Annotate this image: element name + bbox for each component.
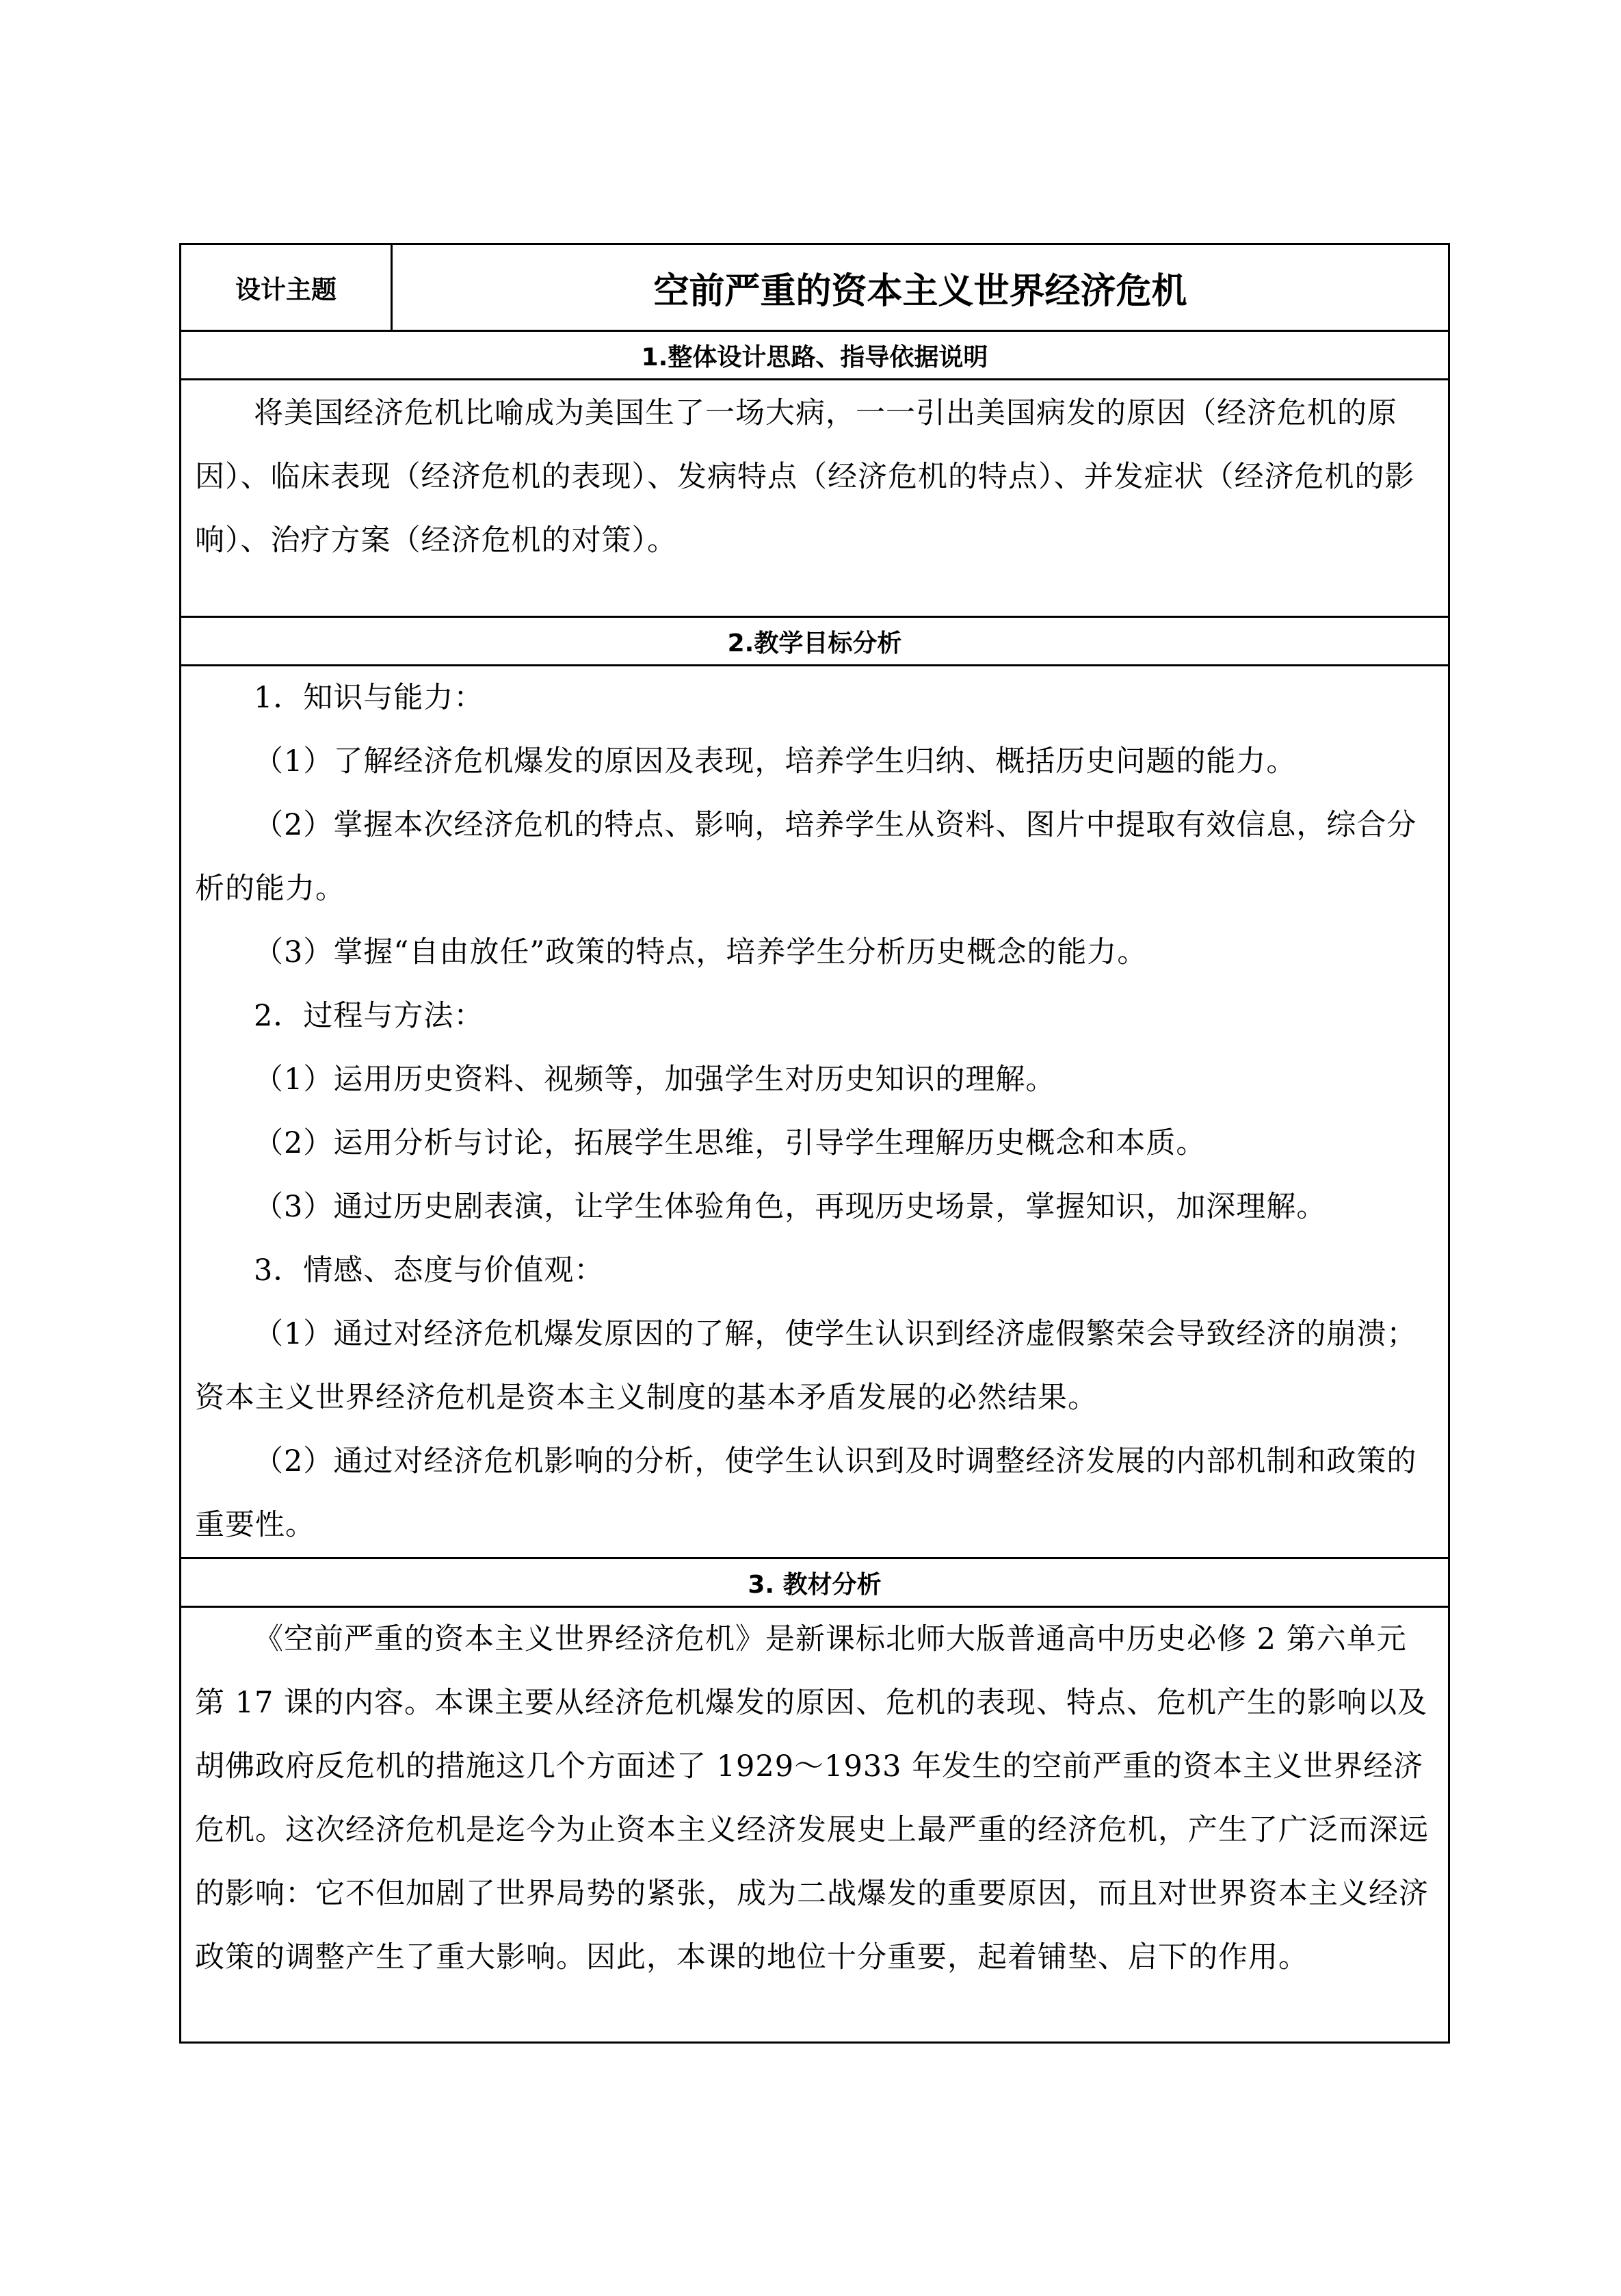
design-theme-label: 设计主题	[181, 244, 392, 331]
paragraph: （1）了解经济危机爆发的原因及表现，培养学生归纳、概括历史问题的能力。	[254, 744, 1297, 779]
paragraph: 2．过程与方法：	[254, 999, 484, 1033]
section-3-heading: 3. 教材分析	[181, 1558, 1449, 1607]
section-2-body-row	[181, 666, 1449, 1558]
section-3-body	[181, 1607, 1449, 2043]
lesson-design-table	[179, 243, 1450, 2044]
section-1-heading: 1.整体设计思路、指导依据说明	[181, 331, 1449, 380]
section-3-heading-row	[181, 1558, 1449, 1607]
section-1-body	[181, 380, 1449, 617]
title-row	[181, 244, 1449, 331]
section-2-heading: 2.教学目标分析	[181, 617, 1449, 666]
paragraph: （1）通过对经济危机爆发原因的了解，使学生认识到经济虚假繁荣会导致经济的崩溃；资本主义世界经济危机是资本主义制度的基本矛盾发展的必然结果。	[195, 1317, 1417, 1415]
paragraph: 1．知识与能力：	[254, 681, 484, 715]
paragraph: 《空前严重的资本主义世界经济危机》是新课标北师大版普通高中历史必修 2 第六单元第 17 课的内容。本课主要从经济危机爆发的原因、危机的表现、特点、危机产生的影响以及胡佛政府反危机的措施这几个方面述了 1929～1933 年发生的空前严重的资本主义世界经济危机。这次经济危机是迄今为止资本主义经济发展史上最严重的经济危机，产生了广泛而深远的影响：它不但加剧了世界局势的紧张，成为二战爆发的重要原因，而且对世界资本主义经济政策的调整产生了重大影响。因此，本课的地位十分重要，起着铺垫、启下的作用。	[195, 1622, 1429, 1974]
paragraph: 将美国经济危机比喻成为美国生了一场大病，一一引出美国病发的原因（经济危机的原因）、临床表现（经济危机的表现）、发病特点（经济危机的特点）、并发症状（经济危机的影响）、治疗方案（经济危机的对策）。	[195, 396, 1415, 558]
section-3-body-row	[181, 1607, 1449, 2043]
paragraph: （3）通过历史剧表演，让学生体验角色，再现历史场景，掌握知识，加深理解。	[254, 1190, 1327, 1224]
paragraph: （3）掌握“自由放任”政策的特点，培养学生分析历史概念的能力。	[254, 935, 1148, 969]
section-2-heading-row	[181, 617, 1449, 666]
section-1-body-row	[181, 380, 1449, 617]
design-theme-title: 空前严重的资本主义世界经济危机	[392, 244, 1449, 331]
paragraph: （1）运用历史资料、视频等，加强学生对历史知识的理解。	[254, 1062, 1056, 1097]
paragraph: （2）掌握本次经济危机的特点、影响，培养学生从资料、图片中提取有效信息，综合分析的能力。	[195, 808, 1417, 906]
section-1-heading-row	[181, 331, 1449, 380]
section-2-body	[181, 666, 1449, 1558]
paragraph: 3．情感、态度与价值观：	[254, 1253, 605, 1288]
paragraph: （2）通过对经济危机影响的分析，使学生认识到及时调整经济发展的内部机制和政策的重要性。	[195, 1444, 1417, 1542]
paragraph: （2）运用分析与讨论，拓展学生思维，引导学生理解历史概念和本质。	[254, 1126, 1207, 1160]
